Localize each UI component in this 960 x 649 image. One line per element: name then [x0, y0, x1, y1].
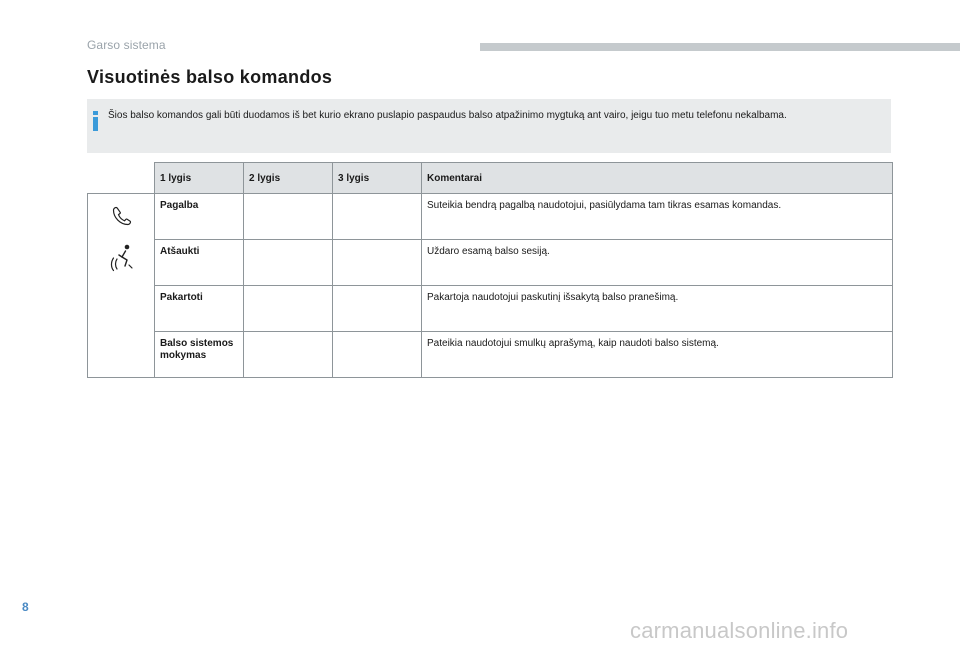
comment-cell: Suteikia bendrą pagalbą naudotojui, pasiūlydama tam tikras esamas komandas. — [422, 194, 893, 240]
level3-cell — [333, 286, 422, 332]
level3-cell — [333, 332, 422, 378]
column-header-comments: Komentarai — [422, 163, 893, 194]
icons-cell — [88, 194, 155, 378]
info-box — [87, 99, 891, 153]
voice-commands-table — [87, 162, 893, 378]
voice-command-icon — [110, 242, 136, 275]
comment-cell: Pakartoja naudotojui paskutinį išsakytą balso pranešimą. — [422, 286, 893, 332]
section-label: Garso sistema — [87, 38, 166, 52]
table-header-row — [88, 163, 893, 194]
comment-cell: Uždaro esamą balso sesiją. — [422, 240, 893, 286]
level2-cell — [244, 286, 333, 332]
level2-cell — [244, 194, 333, 240]
level3-cell — [333, 240, 422, 286]
level3-cell — [333, 194, 422, 240]
watermark: carmanualsonline.info — [630, 618, 849, 643]
level1-cell: Atšaukti — [155, 240, 244, 286]
table-row — [88, 194, 893, 240]
header-rule — [480, 43, 960, 51]
column-header-level3: 3 lygis — [333, 163, 422, 194]
page-number: 8 — [22, 600, 29, 614]
level1-cell: Pagalba — [155, 194, 244, 240]
column-header-level1: 1 lygis — [155, 163, 244, 194]
level1-cell: Pakartoti — [155, 286, 244, 332]
level2-cell — [244, 240, 333, 286]
page-title: Visuotinės balso komandos — [87, 67, 333, 87]
column-header-level2: 2 lygis — [244, 163, 333, 194]
level1-cell: Balso sistemos mokymas — [155, 332, 244, 378]
info-text: Šios balso komandos gali būti duodamos iš bet kurio ekrano puslapio paspaudus balso atpažinimo mygtuką ant vairo, jeigu tuo metu telefonu nekalbama. — [108, 110, 787, 121]
table-row — [88, 240, 893, 286]
phone-icon — [110, 204, 134, 231]
header-blank-cell — [88, 163, 155, 194]
level2-cell — [244, 332, 333, 378]
table-row — [88, 286, 893, 332]
comment-cell: Pateikia naudotojui smulkų aprašymą, kaip naudoti balso sistemą. — [422, 332, 893, 378]
info-icon — [93, 111, 98, 131]
table-row — [88, 332, 893, 378]
